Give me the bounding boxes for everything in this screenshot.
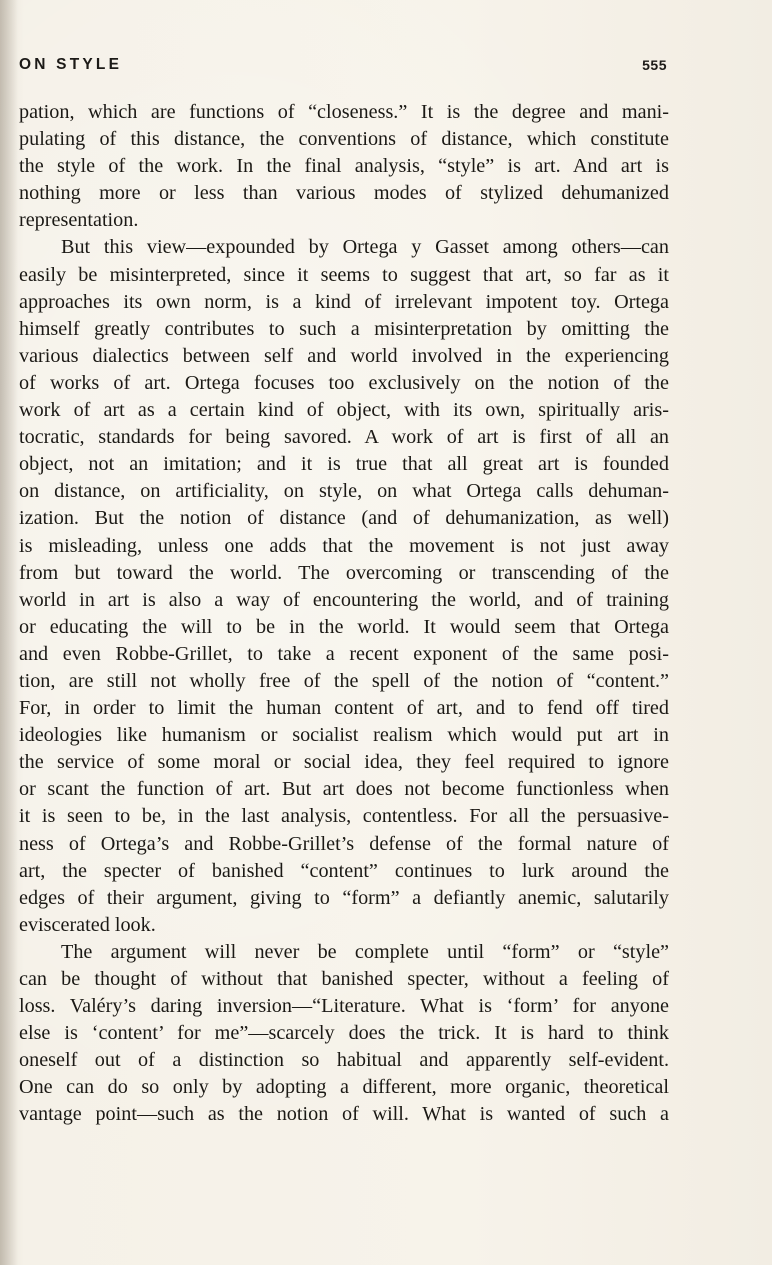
text-line: One can do so only by adopting a different, more organic, theoretical bbox=[19, 1076, 669, 1099]
text-line: pulating of this distance, the conventions of distance, which constitute bbox=[19, 128, 669, 151]
text-line: edges of their argument, giving to “form” a defiantly anemic, salutarily bbox=[19, 886, 669, 909]
text-line: or educating the will to be in the world. It would seem that Ortega bbox=[19, 615, 669, 638]
paragraph bbox=[19, 939, 669, 1129]
text-line: ization. But the notion of distance (and of dehumanization, as well) bbox=[19, 507, 669, 530]
text-line: work of art as a certain kind of object, with its own, spiritually aris- bbox=[19, 399, 669, 422]
text-line: But this view—expounded by Ortega y Gasset among others—can bbox=[61, 236, 669, 259]
text-line: easily be misinterpreted, since it seems to suggest that art, so far as it bbox=[19, 263, 669, 286]
text-line: oneself out of a distinction so habitual and apparently self-evident. bbox=[19, 1049, 669, 1072]
text-line: art, the specter of banished “content” continues to lurk around the bbox=[19, 859, 669, 882]
paragraph bbox=[19, 234, 669, 938]
text-line: himself greatly contributes to such a misinterpretation by omitting the bbox=[19, 317, 669, 340]
text-line: vantage point—such as the notion of will. What is wanted of such a bbox=[19, 1103, 669, 1126]
text-line: representation. bbox=[19, 209, 139, 232]
text-line: ness of Ortega’s and Robbe-Grillet’s defense of the formal nature of bbox=[19, 832, 669, 855]
text-line: ideologies like humanism or socialist realism which would put art in bbox=[19, 724, 669, 747]
text-line: loss. Valéry’s daring inversion—“Literature. What is ‘form’ for anyone bbox=[19, 995, 669, 1018]
text-line: on distance, on artificiality, on style, on what Ortega calls dehuman- bbox=[19, 480, 669, 503]
text-line: else is ‘content’ for me”—scarcely does the trick. It is hard to think bbox=[19, 1022, 669, 1045]
text-line: of works of art. Ortega focuses too exclusively on the notion of the bbox=[19, 371, 669, 394]
binding-gutter-shadow bbox=[0, 0, 18, 1265]
running-header bbox=[19, 56, 667, 78]
paragraph bbox=[19, 99, 669, 234]
text-line: can be thought of without that banished specter, without a feeling of bbox=[19, 968, 669, 990]
text-line: eviscerated look. bbox=[19, 913, 156, 936]
text-line: tocratic, standards for being savored. A work of art is first of all an bbox=[19, 426, 669, 449]
text-line: various dialectics between self and world involved in the experiencing bbox=[19, 344, 669, 367]
running-title: ON STYLE bbox=[19, 56, 123, 73]
text-line: and even Robbe-Grillet, to take a recent exponent of the same posi- bbox=[19, 642, 669, 665]
body-text bbox=[19, 99, 669, 1129]
text-line: or scant the function of art. But art does not become functionless when bbox=[19, 778, 669, 801]
text-line: nothing more or less than various modes of stylized dehumanized bbox=[19, 182, 669, 205]
text-line: the style of the work. In the final analysis, “style” is art. And art is bbox=[19, 155, 669, 178]
text-line: the service of some moral or social idea, they feel required to ignore bbox=[19, 751, 669, 774]
text-line: it is seen to be, in the last analysis, contentless. For all the persuasive- bbox=[19, 805, 669, 828]
text-line: world in art is also a way of encountering the world, and of training bbox=[19, 588, 669, 611]
page-number: 555 bbox=[642, 57, 667, 73]
text-line: tion, are still not wholly free of the spell of the notion of “content.” bbox=[19, 669, 669, 692]
text-line: For, in order to limit the human content of art, and to fend off tired bbox=[19, 697, 669, 720]
text-line: The argument will never be complete until “form” or “style” bbox=[61, 940, 669, 963]
text-line: is misleading, unless one adds that the movement is not just away bbox=[19, 534, 669, 557]
text-line: object, not an imitation; and it is true that all great art is founded bbox=[19, 453, 669, 476]
text-line: approaches its own norm, is a kind of irrelevant impotent toy. Ortega bbox=[19, 290, 669, 313]
text-line: from but toward the world. The overcoming or transcending of the bbox=[19, 561, 669, 584]
text-line: pation, which are functions of “closeness.” It is the degree and mani- bbox=[19, 101, 669, 123]
